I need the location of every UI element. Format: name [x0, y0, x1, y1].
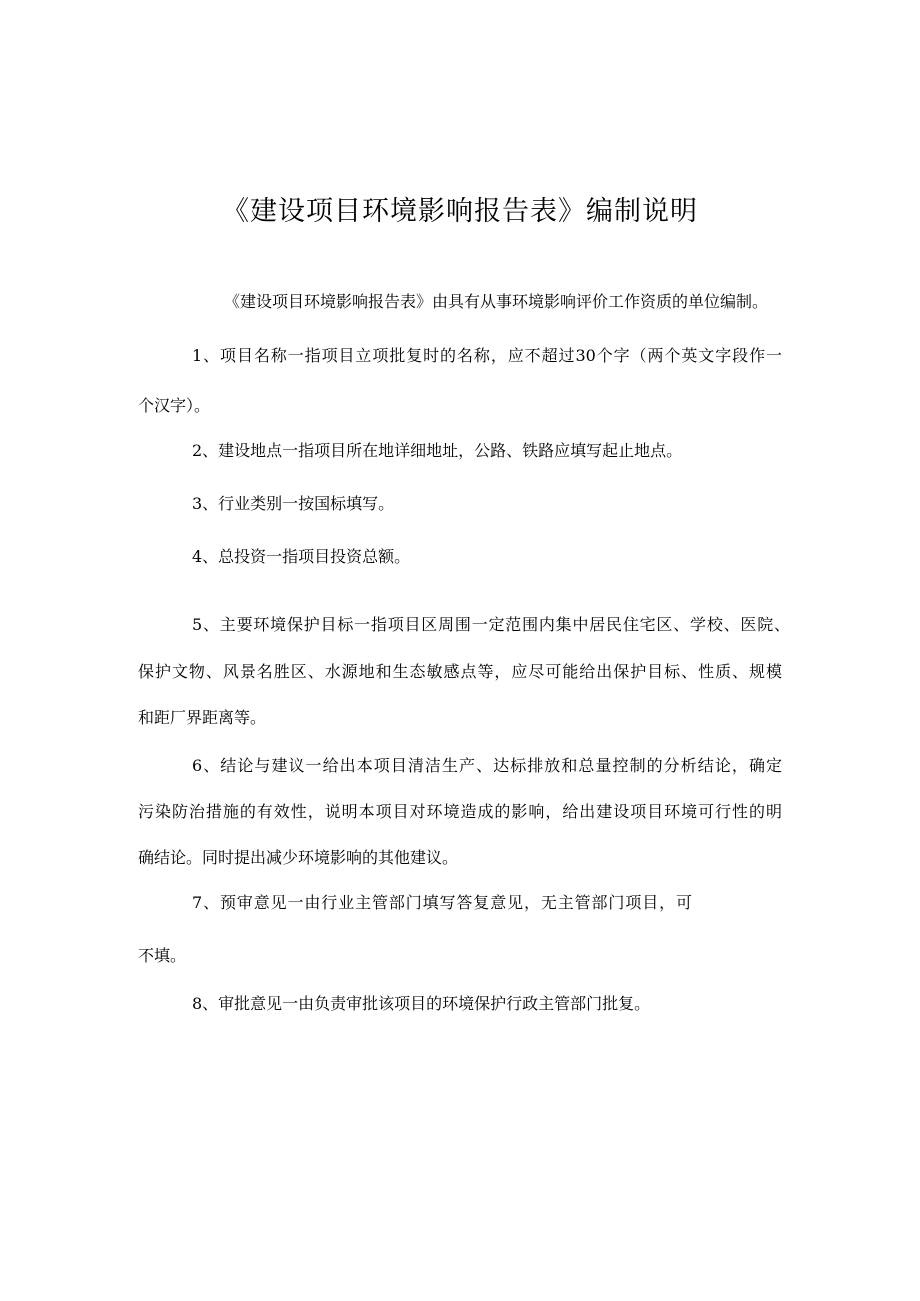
item-1-line-2: 个汉字）。 — [138, 396, 211, 415]
item-7-line-2: 不填。 — [138, 946, 187, 965]
item-5-line-1: 5、主要环境保护目标一指项目区周围一定范围内集中居民住宅区、学校、医院、 — [192, 615, 790, 634]
item-5-line-3: 和距厂界距离等。 — [138, 708, 267, 727]
item-6-line-2: 污染防治措施的有效性，说明本项目对环境造成的影响，给出建设项目环境可行性的明 — [138, 802, 782, 821]
item-6-line-3: 确结论。同时提出减少环境影响的其他建议。 — [138, 848, 459, 867]
page-title: 《建设项目环境影响报告表》编制说明 — [222, 196, 698, 227]
item-8-line-1: 8、审批意见一由负责审批该项目的环境保护行政主管部门批复。 — [192, 994, 651, 1013]
item-4-line-1: 4、总投资一指项目投资总额。 — [192, 547, 411, 566]
item-3-line-1: 3、行业类别一按国标填写。 — [192, 494, 395, 513]
item-1-line-1: 1、项目名称一指项目立项批复时的名称，应不超过30个字（两个英文字段作一 — [192, 346, 782, 365]
intro-paragraph: 《建设项目环境影响报告表》由具有从事环境影响评价工作资质的单位编制。 — [224, 292, 769, 311]
item-2-line-1: 2、建设地点一指项目所在地详细地址，公路、铁路应填写起止地点。 — [192, 441, 683, 460]
item-5-line-2: 保护文物、风景名胜区、水源地和生态敏感点等，应尽可能给出保护目标、性质、规模 — [138, 662, 782, 681]
item-6-line-1: 6、结论与建议一给出本项目清洁生产、达标排放和总量控制的分析结论，确定 — [192, 756, 782, 775]
item-7-line-1: 7、预审意见一由行业主管部门填写答复意见，无主管部门项目，可 — [192, 893, 692, 912]
